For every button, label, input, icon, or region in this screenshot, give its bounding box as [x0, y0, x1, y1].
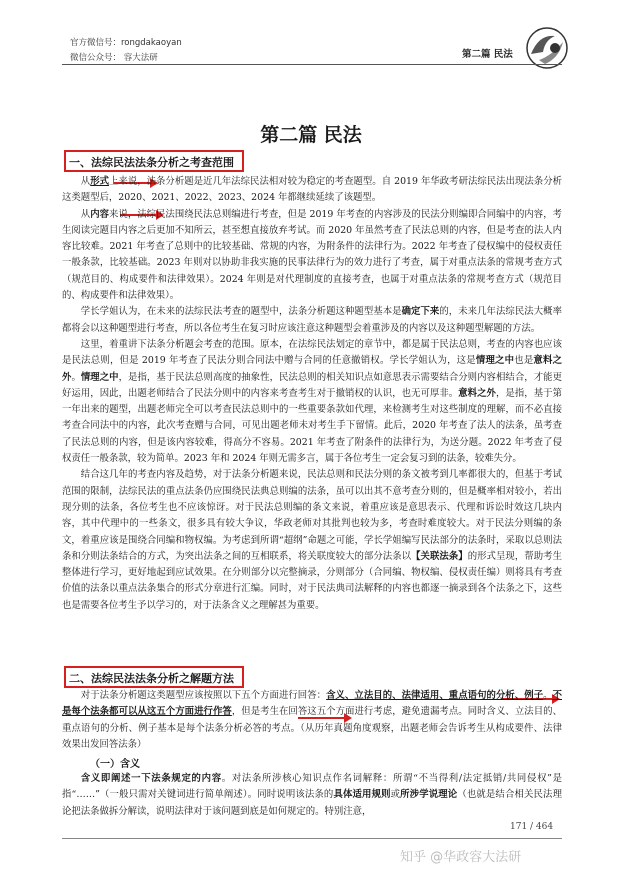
wechat-id: 官方微信号：rongdakaoyan	[70, 38, 182, 48]
subsection-heading: （一）含义	[90, 759, 140, 770]
chapter-label: 第二篇 民法	[462, 49, 513, 60]
page-title: 第二篇 民法	[260, 124, 362, 146]
paragraph: 学长学姐认为，在未来的法综民法考查的题型中，法条分析题这种题型基本是确定下来的，未来几年法综民法大概率都将会以这种题型进行考查，所以各位考生在复习时应该注意这种题型会着重涉及的内容以及这种题型解题的方法。	[62, 306, 562, 334]
keyword-form: 形式	[90, 176, 110, 187]
keyword-content: 内容	[90, 208, 110, 220]
section2-body-cont	[62, 771, 562, 820]
keyword-confirmed: 确定下来	[401, 306, 440, 318]
paragraph: 含义即阐述一下法条规定的内容。对法条所涉核心知识点作名词解释：所谓“不当得利/法定抵销/共同侵权”是指“……”（一般只需对关键词进行简单阐述）。同时说明该法条的具体适用规则或所涉学说理论（也就是结合相关民法理论把法条做拆分解读，说明法律对于该问题到底是如何规定的。特别注意，	[62, 773, 562, 817]
page-number: 171 / 464	[510, 822, 554, 832]
footer-divider	[62, 838, 562, 839]
watermark: 知乎 @华政容大法研	[400, 850, 522, 865]
paragraph: 这里，着重讲下法条分析题会考查的范围。原本，在法综民法划定的章节中，都是属于民法总则，考查的内容也应该是民法总则，但是 2019 年考查了民法分则合同法中赠与合同的任意撤销权。学长学姐认为，这是情理之中也是意料之外。情理之中，是指，基于民法总则高度的抽象性，民法总则的相关知识点如意思表示需要结合分则内容相结合，才能更好运用，因此，出题老师结合了民法分则中的内容来考查考生对于撤销权的认识，也无可厚非。意料之外，是指，基于第一年出来的题型，出题老师完全可以考查民法总则中的一些重要条款如代理，来检测考生对这些制度的理解，而不必直接考查合同法中的内容，此次考查赠与合同，可见出题老师未对考生手下留情。此后，2020 年考查了法人的法条，虽考查了民法总则的内容，但是该内容较难，得高分不容易。2021 年考查了附条件的法律行为，为送分题。2022 年考查了侵权责任一般条款，较为简单。2023 年和 2024 年则无需多言，属于各位考生一定会复习到的法条，较难失分。	[62, 338, 562, 465]
section2-body	[62, 688, 562, 753]
header-divider	[62, 64, 562, 65]
section1-heading: 一、法综民法法条分析之考查范围	[69, 156, 234, 169]
paragraph: 结合这几年的考查内容及趋势，对于法条分析题来说，民法总则和民法分则的条文被考到几率都很大的，但基于考试范围的限制，法综民法的重点法条仍应围绕民法典总则编的法条，虽可以出其不意考查分则的，但是概率相对较小，若出现分则的法条，各位考生也不应该惊讶。对于民法总则编的条文来说，着重应该是意思表示、代理和诉讼时效这几块内容，其中代理中的一些条文，很多具有较大争议，华政老师对其批判也较为多，考查时难度较大。对于民法分则编的条文，着重应该是围绕合同编和物权编。为考虑到所谓“超纲”命题之可能，学长学姐编写民法部分的法条时，采取以总则法条和分则法条结合的方式，为突出法条之间的互相联系，将关联度较大的部分法条以【关联法条】的形式呈现，帮助考生整体进行学习，更好地起到应试效果。在分则部分以完整摘录，分则部分（合同编、物权编、侵权责任编）则将具有考查价值的法条以重点法条集合的形式分章进行汇编。同时，对于民法典司法解释的内容也都逐一摘录到各个法条之下，这些也是需要各位考生予以学习的，对于法条含义之理解甚为重要。	[62, 469, 562, 611]
section1-body	[62, 174, 562, 614]
paragraph: 从形式上来说，法条分析题是近几年法综民法相对较为稳定的考查题型。自 2019 年华政考研法综民法出现法条分析这类题型后，2020、2021、2022、2023、2024 年都继续延续了该题型。	[62, 176, 562, 204]
section2-heading: 二、法综民法法条分析之解题方法	[69, 672, 234, 685]
wechat-account: 微信公众号： 容大法研	[70, 53, 158, 63]
paragraph: 从内容来说，法综民法围绕民法总则编进行考查，但是 2019 年考查的内容涉及的民法分则编即合同编中的内容，考生阅读完题目内容之后更加不知所云，甚至想直接放弃考试。而 2020 年虽然考查了民法总则的内容，但是考查的法人内容比较难。2021 年考查了总则中的比较基础、常规的内容，为附条件的法律行为。2022 年考查了侵权编中的侵权责任一般条款，比较基础。2023 年则对以协助非我实施的民事法律行为的效力进行了考查，属于对重点法条的常规考查方式（规范目的、构成要件和法律效果）。2024 年则是对代理制度的直接考查，也属于对重点法条的常规考查方式（规范目的、构成要件和法律效果）。	[62, 208, 562, 302]
header-left	[70, 36, 182, 66]
paragraph: 对于法条分析题这类题型应该按照以下五个方面进行回答：含义、立法目的、法律适用、重点语句的分析、例子。不是每个法条都可以从这五个方面进行作答，但是考生在回答这五个方面进行考虑，避免遗漏考点。同时含义、立法目的、重点语句的分析、例子基本是每个法条分析必答的考点。（从历年真题角度观察，出题老师会告诉考生从构成要件、法律效果出发回答法条）	[62, 690, 562, 750]
